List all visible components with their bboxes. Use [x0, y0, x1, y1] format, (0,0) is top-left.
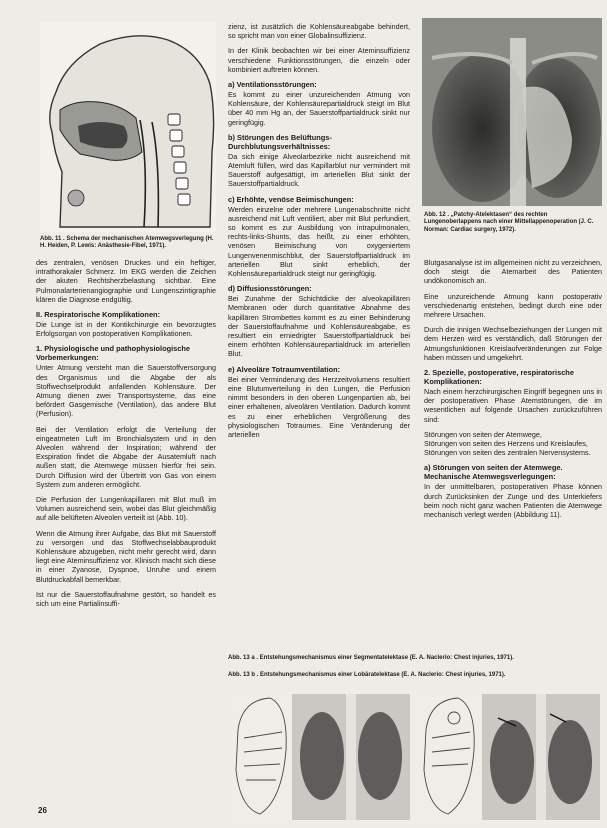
list-item: Störungen von seiten der Atemwege,	[424, 429, 542, 439]
cause-list	[424, 430, 602, 458]
list-item: Störungen von seiten des Herzens und Kreislaufes,	[424, 439, 588, 449]
paragraph: Bei einer Verminderung des Herzzeitvolumens resultiert eine Blutumverteilung in den Lungen, die Perfusion nimmt besonders in den oberen Lungenpartien ab, bei einer erhaltenen, alveolären Ventilation. Dadurch kommt es zu einer erheblichen Vergrößerung des physiologischen Totraumes. Eine Veränderung der arteriellen	[228, 374, 410, 439]
section-heading: b) Störungen des Belüftungs-Durchblutungsverhältnisses:	[228, 132, 332, 151]
paragraph: Bei der Ventilation erfolgt die Verteilung der eingeatmeten Luft im Bronchialsystem und in den Alveolen während der Inspiration; während der Exspiration findet die Abgabe der Ausatemluft nach außen statt, die Atemwege müssen hierfür frei sein. Durch Diffusion wird der Übertritt von Gas von einem System zum anderen ermöglicht.	[36, 424, 216, 489]
figure-12-caption: Abb. 12 . „Patchy-Atelektasen“ des rechten Lungenoberlappens nach einer Mittellappenoperation (J. C. Norman: Cardiac surgery, 1972).	[424, 212, 594, 233]
section-heading: d) Diffusionsstörungen:	[228, 284, 312, 294]
paragraph: des zentralen, venösen Druckes und ein heftiger, intrathorakaler Schmerz. Im EKG werden die Zeichen der akuten Rechtsherzbelastung sichtbar. Eine Pulmonalarterienangiographie und Lungenszintigraphie klären die Diagnose endgültig.	[36, 258, 216, 304]
paragraph: Ist nur die Sauerstoffaufnahme gestört, so handelt es sich um eine Partialinsuffi-	[36, 589, 216, 609]
column-3	[424, 258, 602, 525]
figure-11-caption: Abb. 11 . Schema der mechanischen Atemwegsverlegung (H. H. Heiden, P. Lewis: Anästhesie-Fibel, 1971).	[40, 236, 214, 250]
paragraph: Da sich einige Alveolarbezirke nicht ausreichend mit Atemluft füllen, wird das Kapillarblut nur vermindert mit Sauerstoff aufgesättigt, im arteriellen Blut sinkt der Sauerstoffpartialdruck.	[228, 151, 410, 189]
section-heading: II. Respiratorische Komplikationen:	[36, 310, 161, 320]
atelectasis-diagrams	[230, 690, 602, 824]
figure-13-images	[230, 690, 602, 824]
paragraph: Unter Atmung versteht man die Sauerstoffversorgung des Organismus und die Abgabe der als Stoffwechselprodukt anfallenden Kohlensäure. Der Atmung dienen zwei Transportsysteme, das eine befördert Gasgemische (Ventilation), das andere Blut (Perfusion).	[36, 363, 216, 419]
paragraph: Blutgasanalyse ist im allgemeinen nicht zu verzeichnen, doch steigt die Atemarbeit des Patienten undökonomisch an.	[424, 258, 602, 286]
paragraph: Wenn die Atmung ihrer Aufgabe, das Blut mit Sauerstoff zu versorgen und das Stoffwechselabbauprodukt Kohlensäure abzugeben, nicht mehr gerecht wird, dann liegt eine Ateminsuffizienz vor. Klinisch macht sich diese in einer Zyanose, Dyspnoe, Unruhe und einem Blutdruckabfall bemerkbar.	[36, 528, 216, 584]
page-number: 26	[38, 806, 47, 815]
figure-13a-caption: Abb. 13 a . Entstehungsmechanismus einer Segmentatelektase (E. A. Naclerio: Chest injuries, 1971).	[228, 655, 514, 661]
section-heading: a) Störungen von seiten der Atemwege. Mechanische Atemwegsverlegungen:	[424, 463, 563, 482]
column-2	[228, 22, 410, 445]
paragraph: Bei Zunahme der Schichtdicke der alveokapillären Membranen oder durch quantitative Abnahme des kapillären Strombettes kommt es zu einer Behinderung der Sauerstoffaufnahme und Kohlensäureabgabe, es resultiert ein erniedrigter Sauerstoffpartialdruck bei einem erhöhten Kohlensäurepartialdruck im arteriellen Blut.	[228, 294, 410, 359]
paragraph: Es kommt zu einer unzureichenden Atmung von Kohlensäure, der Kohlensäurepartialdruck steigt im Blut über 40 mm Hg an, der Sauerstoffpartialdruck sinkt nur geringfügig.	[228, 90, 410, 127]
paragraph: Werden einzelne oder mehrere Lungenabschnitte nicht ausreichend mit Luft ventiliert, aber mit Blut perfundiert, so kommt es zur Ausbildung von intrapulmonalen, rechts-links-Shunts, das heißt, zu einer erhöhten, venösen Beimischung von oxygeniertem Lungenvenenmischblut, der Sauerstoffpartialdruck im arteriellen Blut sinkt erheblich, der Kohlensäurepartialdruck steigt nur geringfügig.	[228, 204, 410, 279]
section-heading: 1. Physiologische und pathophysiologische Vorbemerkungen:	[36, 344, 190, 363]
section-heading: a) Ventilationsstörungen:	[228, 80, 317, 90]
paragraph: In der unmittelbaren, postoperativen Phase können durch Zurücksinken der Zunge und des Unterkiefers beim noch nicht ganz wachen Patienten die Atemwege mechanisch verlegt werden (Abbildung 11).	[424, 482, 602, 520]
figure-13b-caption: Abb. 13 b . Entstehungsmechanismus einer Lobäratelektase (E. A. Naclerio: Chest injuries, 1971).	[228, 672, 506, 678]
airway-diagram	[40, 22, 216, 232]
paragraph: Durch die innigen Wechselbeziehungen der Lungen mit dem Herzen wird es verständlich, daß Störungen der Atmungsfunktionen Kreislaufveränderungen zur Folge haben müssen und umgekehrt.	[424, 325, 602, 362]
section-heading: 2. Spezielle, postoperative, respiratorische Komplikationen:	[424, 368, 574, 387]
figure-12-xray	[422, 18, 602, 206]
paragraph: zienz, ist zusätzlich die Kohlensäureabgabe behindert, so spricht man von einer Globalinsuffizienz.	[228, 22, 410, 41]
paragraph: Die Lunge ist in der Kontikchirurgie ein bevorzugtes Erfolgsorgan von postoperativen Komplikationen.	[36, 320, 216, 339]
paragraph: Nach einem herzchirurgischen Eingriff begegnen uns in der postoperativen Phase Atemstörungen, die im wesentlichen auf folgende Ursachen zurückzuführen sind:	[424, 387, 602, 424]
paragraph: Die Perfusion der Lungenkapillaren mit Blut muß im Volumen ausreichend sein, wobei das Blut gleichmäßig auf alle belüfteten Alveolen verteilt ist (Abb. 10).	[36, 495, 216, 523]
figure-11-airway-schematic	[40, 22, 216, 232]
list-item: Störungen von seiten des zentralen Nervensystems.	[424, 448, 591, 458]
xray-image	[422, 18, 602, 206]
paragraph: In der Klinik beobachten wir bei einer Ateminsuffizienz verschiedene Funktionsstörungen, die einzeln oder kombiniert auftreten können.	[228, 46, 410, 74]
column-1	[36, 258, 216, 614]
section-heading: c) Erhöhte, venöse Beimischungen:	[228, 194, 354, 204]
section-heading: e) Alveoläre Totraumventilation:	[228, 364, 341, 374]
paragraph: Eine unzureichende Atmung kann postoperativ verschiedenartig entstehen, bedingt durch eine oder mehrere Ursachen.	[424, 291, 602, 320]
